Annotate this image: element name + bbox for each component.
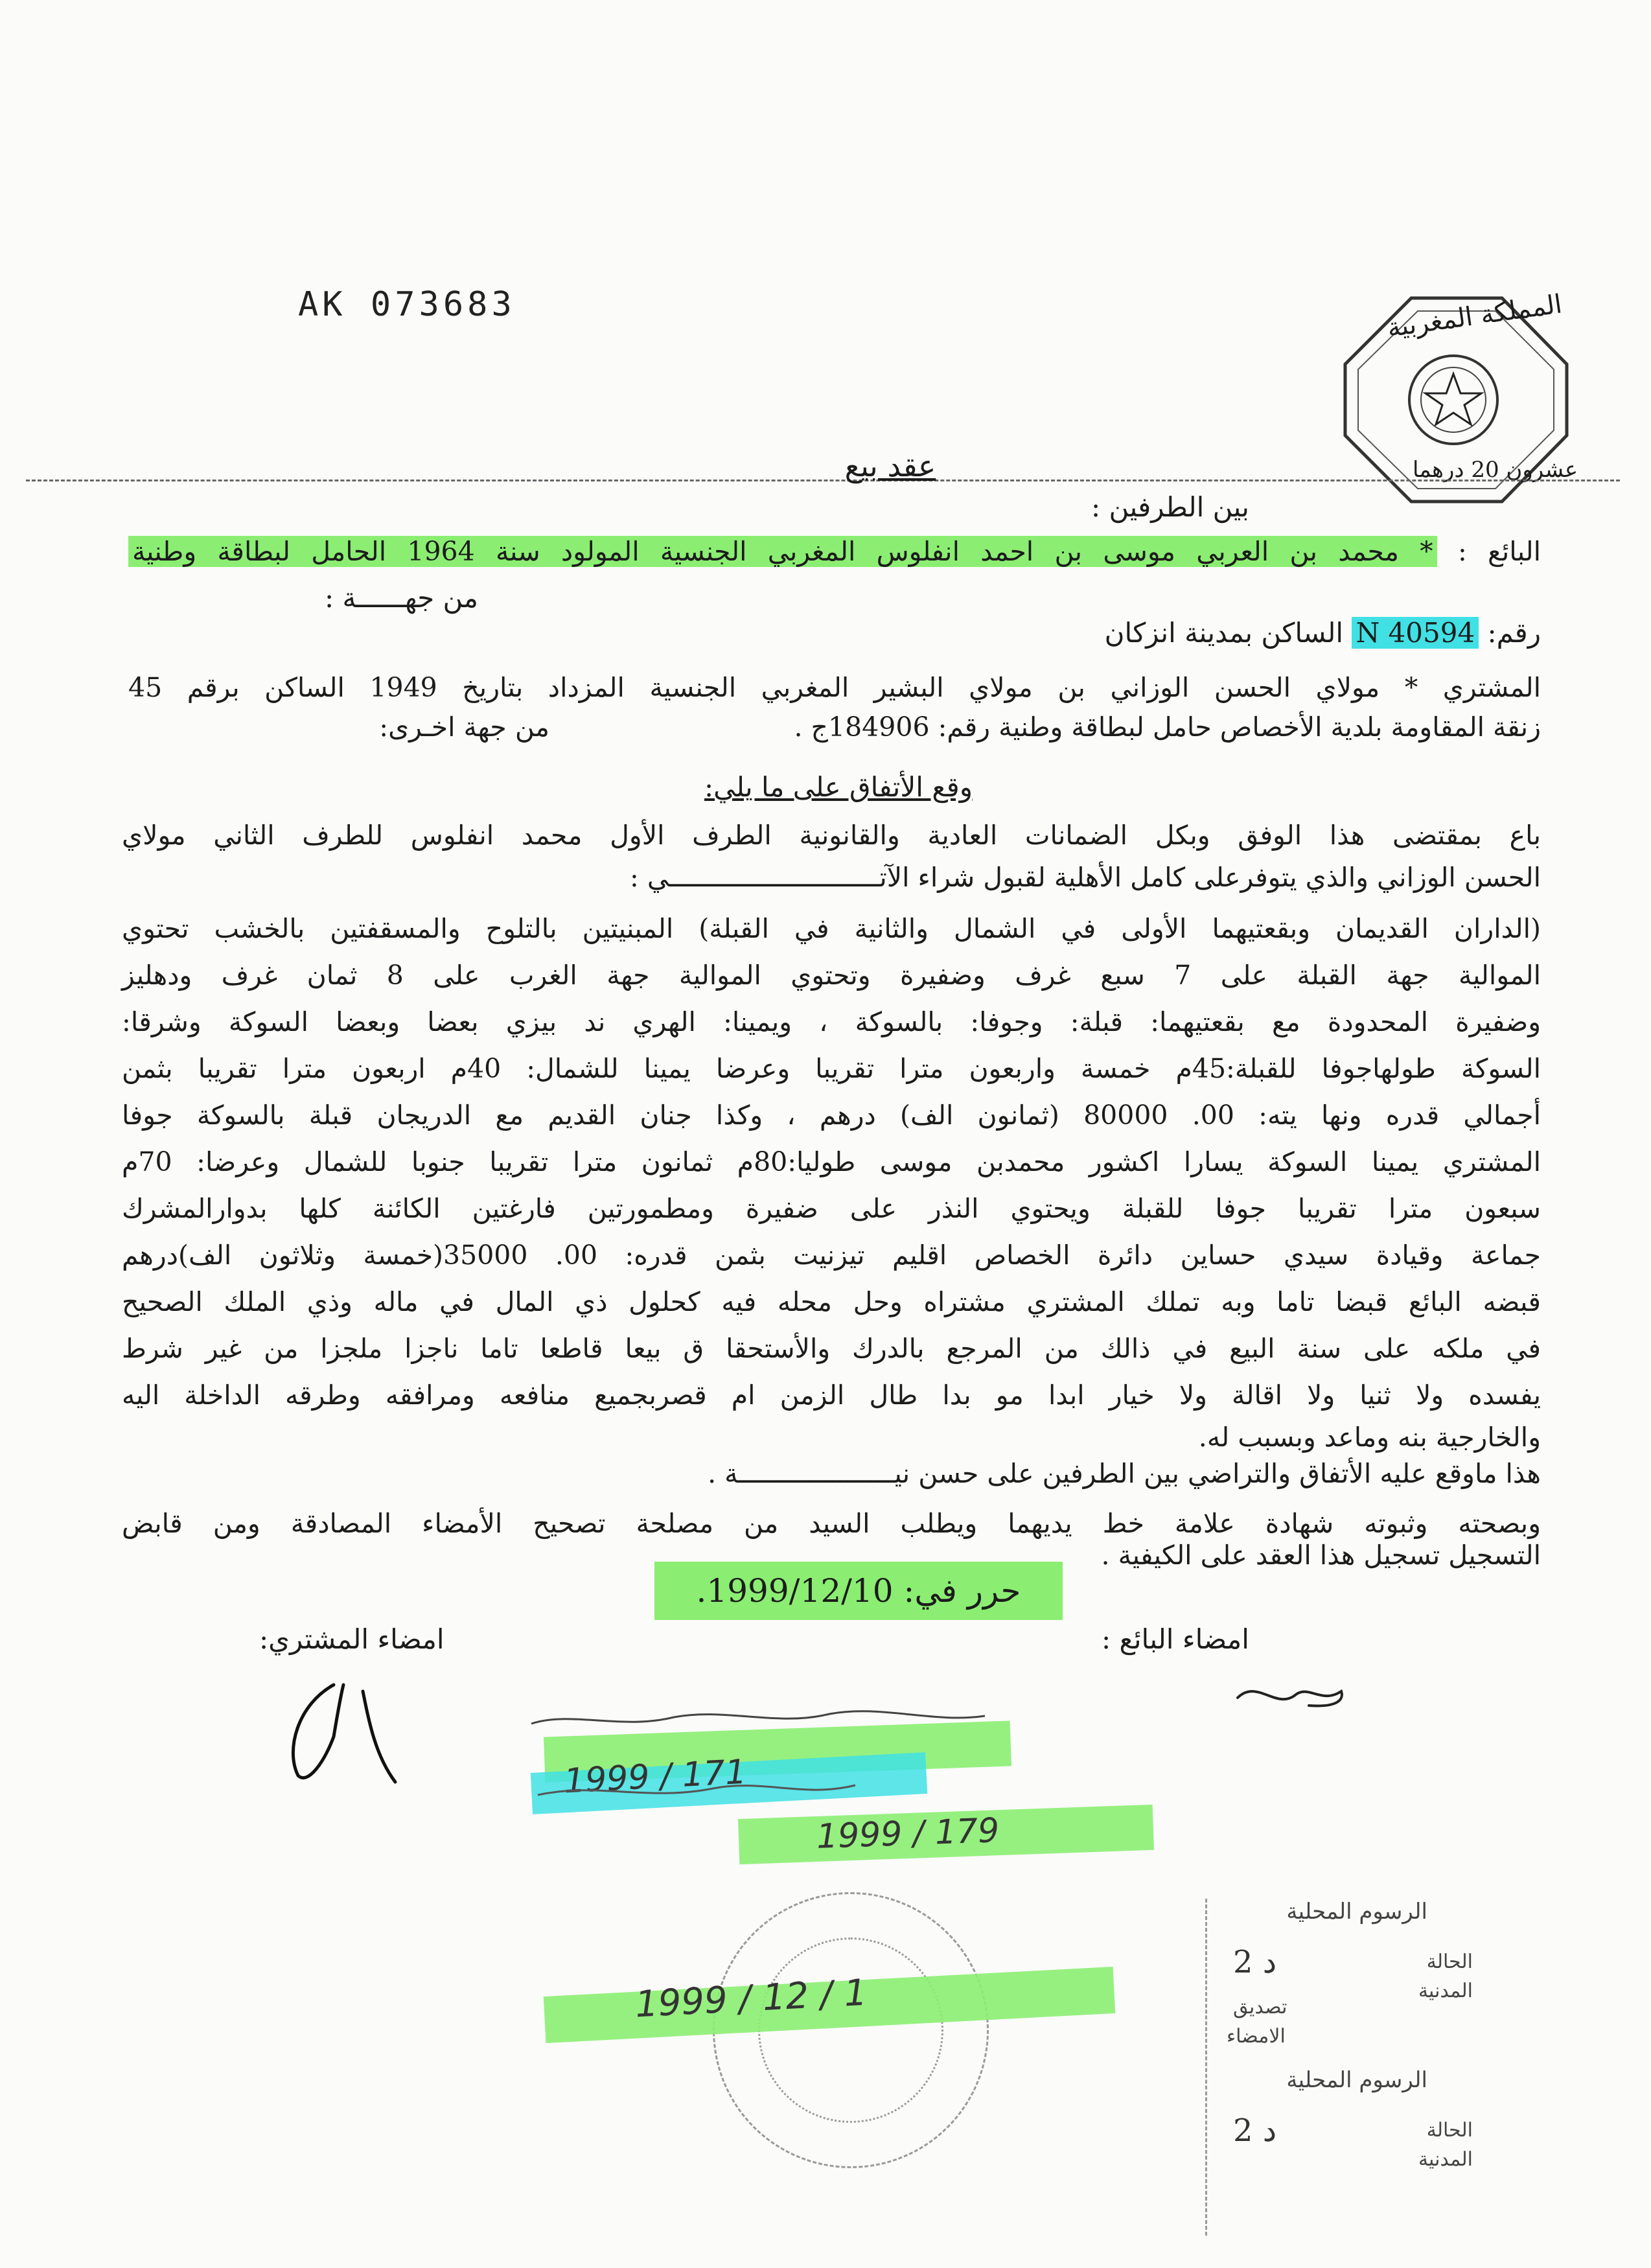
- seller-signature-label: امضاء البائع :: [1102, 1623, 1249, 1655]
- fee-label-6: المدنية: [1418, 2148, 1473, 2171]
- buyer-signature-label: امضاء المشتري:: [259, 1623, 444, 1655]
- buyer-signature: [272, 1678, 428, 1788]
- stamp-top-text: المملكة المغربية: [1385, 289, 1564, 343]
- seller-details: * محمد بن العربي موسى بن احمد انفلوس المغربي الجنسية المولود سنة 1964 الحامل لبطاقة وطنية: [128, 536, 1437, 567]
- body-line-4: الموالية جهة القبلة على 7 سبع غرف وضفيرة وتحتوي الموالية جهة الغرب على 8 ثمان غرف ودهليز: [122, 960, 1541, 991]
- parties-heading: بين الطرفين :: [1091, 491, 1249, 523]
- body-line-10: جماعة وقيادة سيدي حساين دائرة الخصاص اقليم تيزنيت بثمن قدره: 00. 35000(خمسة وثلاثون الف)درهم: [122, 1240, 1541, 1271]
- royal-seal-icon: [1409, 356, 1497, 444]
- seller-label: البائع :: [1457, 536, 1541, 567]
- seller-id-line: [1105, 617, 1541, 649]
- closing-line-1: هذا ماوقع عليه الأتفاق والتراضي بين الطرفين على حسن نيــــــــــــــــــــة .: [708, 1458, 1541, 1489]
- seller-signature: [1231, 1672, 1354, 1717]
- serial-number: AK 073683: [298, 285, 516, 324]
- fee-label-2: المدنية: [1418, 1980, 1473, 2002]
- buyer-line-1: المشتري * مولاي الحسن الوزاني بن مولاي البشير المغربي الجنسية المزداد بتاريخ 1949 الساكن برقم 45: [128, 672, 1541, 703]
- seller-id-prefix: رقم:: [1487, 617, 1541, 649]
- body-line-3: (الداران القديمان وبقعتيهما الأولى في الشمال والثانية في القبلة) المبنيتين بالتلوح والمسقفتين بالخشب تحتوي: [122, 913, 1541, 944]
- fee-stamp-title-2: الرسوم المحلية: [1286, 2067, 1427, 2093]
- agreement-heading: وقع الأتفاق على ما يلي:: [704, 771, 973, 803]
- seller-id-number: N 40594: [1352, 617, 1479, 649]
- handwritten-line-c: 1999 / 12 / 1: [634, 1971, 868, 2026]
- seller-line: [128, 531, 1541, 572]
- body-line-5: وضفيرة المحدودة مع بقعتيهما: قبلة: وجوفا: بالسوكة ، ويمينا: الهري ند بيزي بعضا وبعضا السوكة وشرقا:: [122, 1006, 1541, 1037]
- fee-label-1: الحالة: [1426, 1950, 1473, 1973]
- fee-label-3: تصديق: [1233, 1996, 1287, 2019]
- body-line-14: والخارجية بنه وماعد وبسبب له.: [1198, 1422, 1541, 1453]
- contract-date: حرر في: 1999/12/10.: [654, 1562, 1063, 1620]
- fee-amount-2: 2 د: [1233, 2112, 1277, 2149]
- closing-line-2: وبصحته وثبوته شهادة علامة خط يديهما ويطلب السيد من مصلحة تصحيح الأمضاء المصادقة ومن قابض: [122, 1508, 1541, 1539]
- body-line-8: المشتري يمينا السوكة يسارا اكشور محمدبن موسى طوليا:80م ثمانون مترا تقريبا جنوبا للشمال وعرضا: 70م: [122, 1146, 1541, 1177]
- document-title: عقد بيع: [844, 448, 936, 483]
- body-line-9: سبعون مترا تقريبا جوفا للقبلة ويحتوي النذر على ضفيرة ومطمورتين فارغتين الكائنة كلها بدوارالمشرك: [122, 1193, 1541, 1224]
- closing-line-3: التسجيل تسجيل هذا العقد على الكيفية .: [1101, 1540, 1541, 1571]
- buyer-side: من جهة اخـرى:: [379, 712, 549, 743]
- body-line-7: أجمالي قدره ونها يته: 00. 80000 (ثمانون الف) درهم ، وكذا جنان القديم مع الدريجان قبلة بالسوكة جوفا: [122, 1100, 1541, 1131]
- body-line-2: الحسن الوزاني والذي يتوفرعلى كامل الأهلية لقبول شراء الآتـــــــــــــــــــــــــــي :: [629, 862, 1541, 893]
- body-line-6: السوكة طولهاجوفا للقبلة:45م خمسة واربعون مترا تقريبا وعرضا يمينا للشمال: 40م اربعون مترا تقريبا بثمن: [122, 1053, 1541, 1084]
- body-line-12: في ملكه على سنة البيع في ذالك من المرجع بالدرك والأستحقا ق بيعا قاطعا تاما ناجزا ملجزا من غير شرط: [122, 1333, 1541, 1364]
- body-line-11: قبضه البائع قبضا تاما وبه تملك المشتري مشتراه وحل محله فيه كحلول ذي المال في ماله وذي الملك الصحيح: [122, 1286, 1541, 1317]
- fee-label-4: الامضاء: [1227, 2025, 1286, 2048]
- buyer-line-2: زنقة المقاومة بلدية الأخصاص حامل لبطاقة وطنية رقم: 184906ج .: [794, 712, 1541, 743]
- stamp-value: عشرون 20 درهما: [1413, 457, 1578, 483]
- fee-stamp-title: الرسوم المحلية: [1286, 1899, 1427, 1925]
- fee-amount: 2 د: [1233, 1944, 1277, 1980]
- seller-residence: الساكن بمدينة انزكان: [1104, 617, 1344, 649]
- fee-label-5: الحالة: [1426, 2119, 1473, 2142]
- handwritten-scribbles: [518, 1698, 1102, 1814]
- handwritten-line-b: 1999 / 179: [816, 1811, 1000, 1857]
- body-line-13: يفسده ولا ثنيا ولا اقالة ولا خيار ابدا مو بدا طال الزمن ام قصربجميع منافعه ومرافقه وطرقه الداخلة اليه: [122, 1380, 1541, 1411]
- seller-side: من جهــــــة :: [325, 582, 478, 614]
- fee-stamp: [1205, 1899, 1479, 2236]
- handwritten-line-a: 1999 / 171: [562, 1752, 748, 1801]
- body-line-1: باع بمقتضى هذا الوفق وبكل الضمانات العادية والقانونية الطرف الأول محمد انفلوس للطرف الثاني مولاي: [122, 820, 1541, 851]
